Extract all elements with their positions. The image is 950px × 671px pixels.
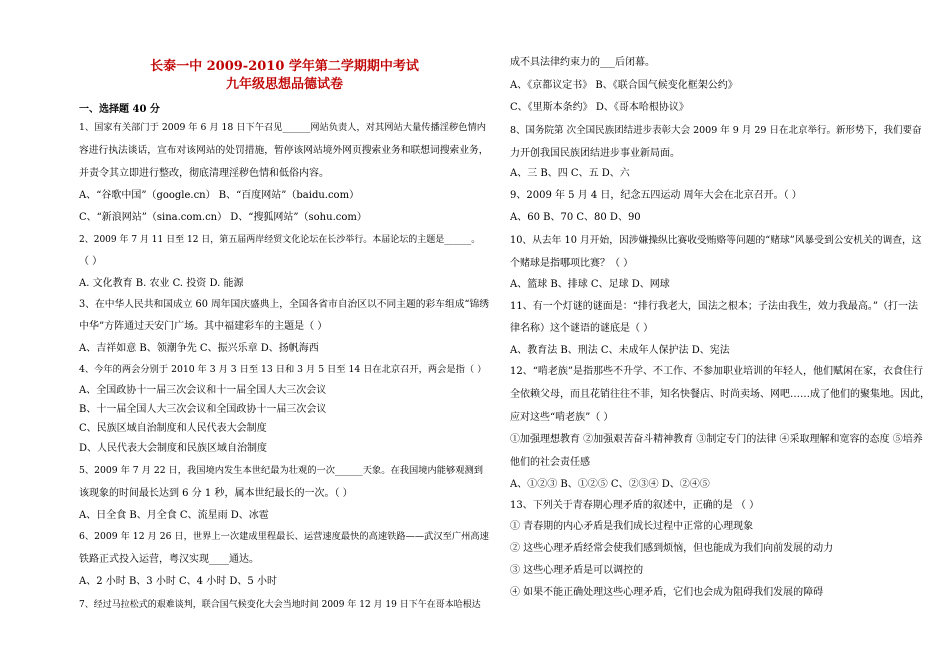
question-line: 全依赖父母，而且花销往往不菲，知名快餐店、时尚卖场、网吧……成了他们的聚集地。因此， bbox=[510, 389, 930, 400]
question-line: 13、下列关于青春期心理矛盾的叙述中，正确的是 （ ） bbox=[510, 500, 760, 511]
choice-line: 他们的社会责任感 bbox=[510, 457, 590, 468]
option-line: C、“新浪网站”（sina.com.cn） D、“搜狐网站”（sohu.com） bbox=[79, 212, 367, 223]
option-line: A、三 B、四 C、五 D、六 bbox=[510, 168, 630, 179]
option-line: C、民族区域自治制度和人民代表大会制度 bbox=[79, 423, 267, 434]
statement-line: ① 青春期的内心矛盾是我们成长过程中正常的心理现象 bbox=[510, 521, 754, 532]
option-line: A、全国政协十一届三次会议和十一届全国人大三次会议 bbox=[79, 385, 327, 396]
question-line: 力开创我国民族团结进步事业新局面。 bbox=[510, 148, 680, 159]
statement-line: ④ 如果不能正确处理这些心理矛盾，它们也会成为阻碍我们发展的障碍 bbox=[510, 587, 824, 598]
question-line: 8、国务院第 次全国民族团结进步表彰大会 2009 年 9 月 29 日在北京举行。新形势下，我们要奋 bbox=[510, 125, 922, 136]
question-line: 个赌球是指哪项比赛？（ ） bbox=[510, 258, 634, 269]
question-line: 2、2009 年 7 月 11 日至 12 日，第五届两岸经贸文化论坛在长沙举行。本届论坛的主题是______。 bbox=[79, 235, 481, 245]
option-line: A. 文化教育 B. 农业 C. 投资 D. 能源 bbox=[79, 278, 244, 289]
question-line: 10、从去年 10 月开始，因涉嫌操纵比赛收受贿赂等问题的“赌球”风暴受到公安机关的调查，这 bbox=[510, 235, 922, 246]
statement-line: ③ 这些心理矛盾是可以调控的 bbox=[510, 565, 644, 576]
option-line: C、《里斯本条约》 D、《哥本哈根协议》 bbox=[510, 102, 689, 113]
question-line: 11、有一个灯谜的谜面是：“排行我老大，国法之根本；子法由我生，效力我最高。”（打一法 bbox=[510, 301, 918, 312]
question-line: 并责令其立即进行整改，彻底清理淫秽色情和低俗内容。 bbox=[79, 168, 329, 179]
option-line: A、①②③ B、①②⑤ C、②③④ D、②④⑤ bbox=[510, 479, 710, 490]
option-line: A、60 B、70 C、80 D、90 bbox=[510, 212, 641, 223]
option-line: B、十一届全国人大三次会议和全国政协十一届三次会议 bbox=[79, 404, 327, 415]
option-line: A、2 小时 B、3 小时 C、4 小时 D、5 小时 bbox=[79, 576, 277, 587]
option-line: A、篮球 B、排球 C、足球 D、网球 bbox=[510, 279, 670, 290]
statement-line: ② 这些心理矛盾经常会使我们感到烦恼，但也能成为我们向前发展的动力 bbox=[510, 543, 834, 554]
exam-title-line2: 九年级思想品德试卷 bbox=[225, 77, 343, 92]
question-line: 3、在中华人民共和国成立 60 周年国庆盛典上，全国各省市自治区以不同主题的彩车组成“锦绣 bbox=[79, 299, 490, 310]
question-line: 成不具法律约束力的___后闭幕。 bbox=[510, 57, 655, 68]
question-line: 5、2009 年 7 月 22 日，我国境内发生本世纪最为壮观的一次______天象。在我国境内能够观测到 bbox=[79, 465, 484, 476]
option-line: A、《京都议定书》 B、《联合国气候变化框架公约》 bbox=[510, 80, 738, 91]
answer-paren: （ ） bbox=[79, 256, 103, 267]
question-line: 中华”方阵通过天安门广场。其中福建彩车的主题是（ ） bbox=[79, 321, 328, 332]
question-line: 铁路正式投入运营，粤汉实现____通达。 bbox=[79, 554, 259, 565]
option-line: A、“谷歌中国”（google.cn） B、“百度网站”（baidu.com） bbox=[79, 190, 360, 201]
section-heading: 一、选择题 40 分 bbox=[79, 104, 160, 115]
question-line: 应对这些“啃老族”（ ） bbox=[510, 412, 614, 423]
choice-line: ①加强理想教育 ②加强艰苦奋斗精神教育 ③制定专门的法律 ④采取理解和宽容的态度 ⑤培养 bbox=[510, 434, 923, 445]
question-line: 9、2009 年 5 月 4 日，纪念五四运动 周年大会在北京召开。（ ） bbox=[510, 190, 802, 201]
question-line: 4、今年的两会分别于 2010 年 3 月 3 日至 13 日和 3 月 5 日至 14 日在北京召开，两会是指（ ） bbox=[79, 364, 487, 375]
option-line: D、人民代表大会制度和民族区域自治制度 bbox=[79, 443, 268, 454]
question-line: 7、经过马拉松式的艰难谈判，联合国气候变化大会当地时间 2009 年 12 月 19 日下午在哥本哈根达 bbox=[79, 600, 481, 610]
question-line: 该现象的时间最长达到 6 分 1 秒，属本世纪最长的一次。（ ） bbox=[79, 488, 353, 499]
option-line: A、教育法 B、刑法 C、未成年人保护法 D、宪法 bbox=[510, 345, 730, 356]
question-line: 律名称）这个谜语的谜底是（ ） bbox=[510, 323, 654, 334]
option-line: A、日全食 B、月全食 C、流星雨 D、冰雹 bbox=[79, 510, 269, 521]
exam-title-line1: 长泰一中 2009-2010 学年第二学期期中考试 bbox=[150, 59, 419, 74]
question-line: 容进行执法谈话，宣布对该网站的处罚措施，暂停该网站境外网页搜索业务和联想词搜索业务， bbox=[79, 145, 489, 156]
option-line: A、吉祥如意 B、领潮争先 C、振兴乐章 D、扬帆海西 bbox=[79, 343, 319, 354]
question-line: 6、2009 年 12 月 26 日，世界上一次建成里程最长、运营速度最快的高速铁路——武汉至广州高速 bbox=[79, 531, 489, 542]
question-line: 12、“啃老族”是指那些不升学、不工作、不参加职业培训的年轻人，他们赋闲在家，衣食住行 bbox=[510, 366, 923, 377]
question-line: 1、国家有关部门于 2009 年 6 月 18 日下午召见______网站负责人，对其网站大量传播淫秽色情内 bbox=[79, 122, 486, 133]
